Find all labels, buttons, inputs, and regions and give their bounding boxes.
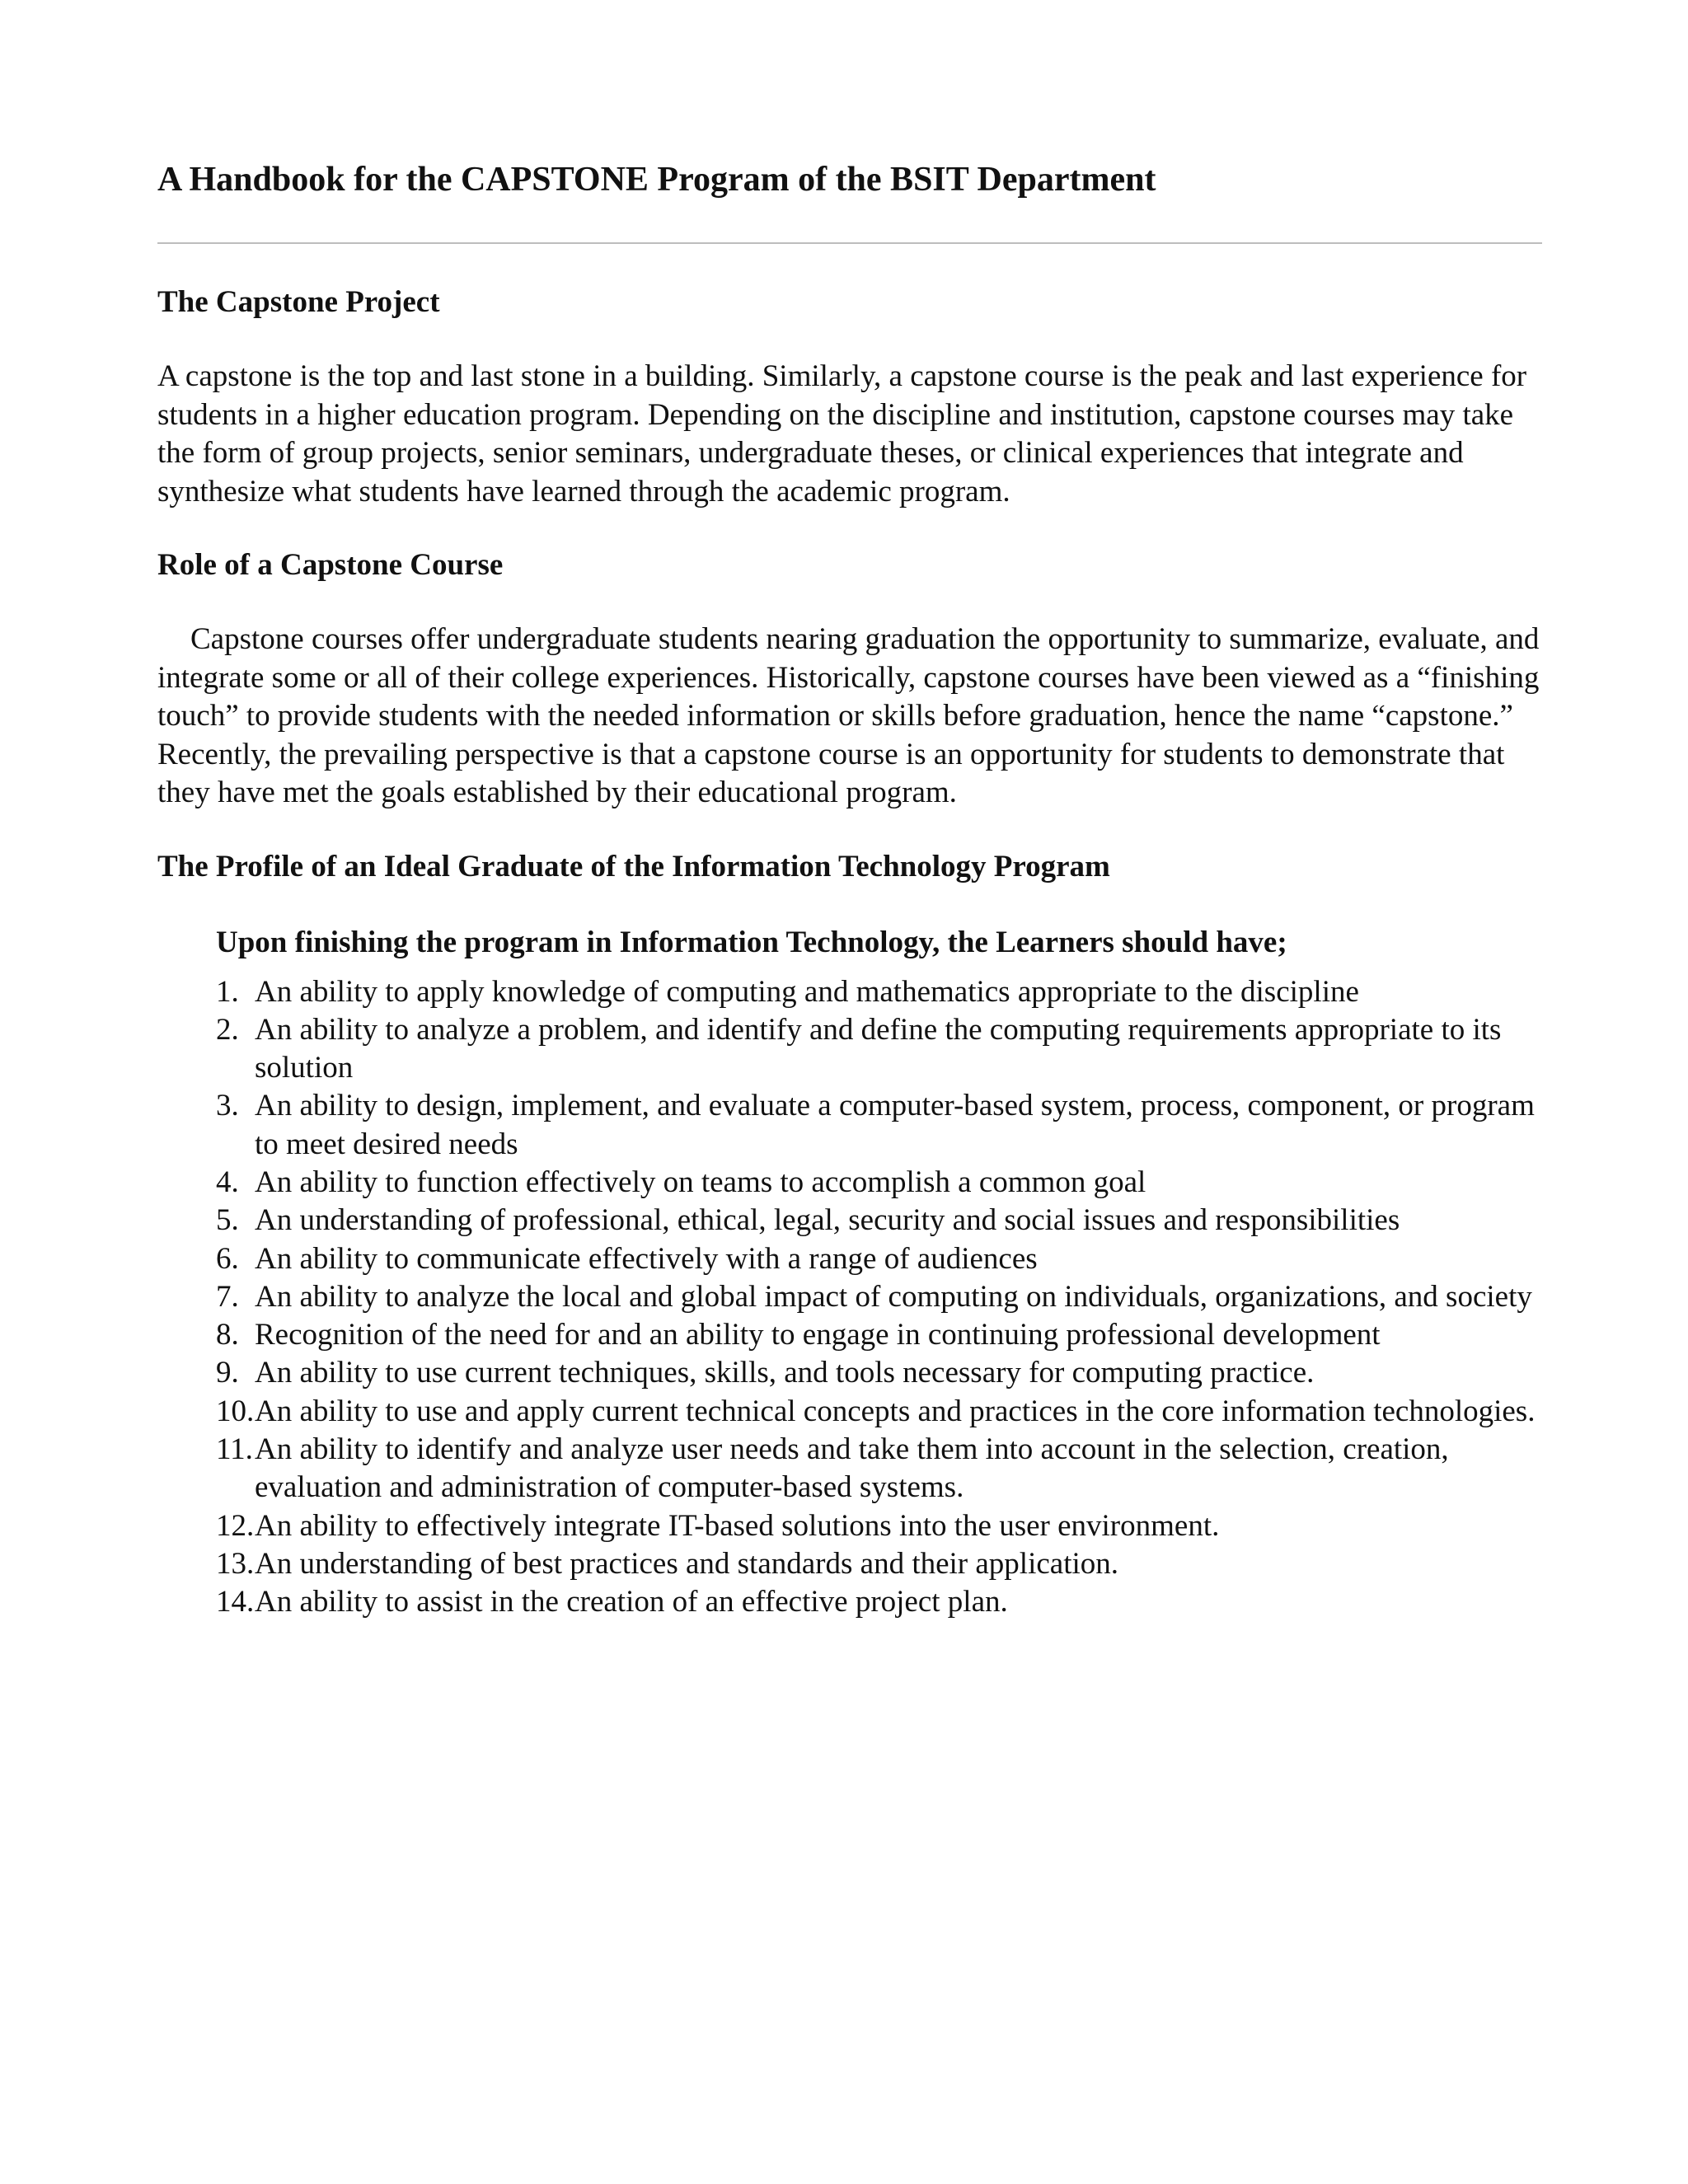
outcome-number: 9. — [216, 1356, 239, 1390]
outcome-text: An ability to function effectively on teams to accomplish a common goal — [255, 1165, 1146, 1199]
outcome-text: An ability to analyze a problem, and identify and define the computing requirements appropriate to its solution — [255, 1012, 1502, 1085]
outcome-item — [157, 1011, 1542, 1088]
outcome-item — [157, 1087, 1542, 1164]
outcome-number: 10. — [216, 1394, 255, 1428]
heading-graduate-profile: The Profile of an Ideal Graduate of the Information Technology Program — [157, 849, 1110, 883]
outcome-text: An understanding of best practices and standards and their application. — [255, 1546, 1119, 1581]
outcomes-list — [157, 973, 1542, 1622]
paragraph-capstone-project: A capstone is the top and last stone in a building. Similarly, a capstone course is the peak and last experience for students in a higher education program. Depending on the discipline and institution, capstone courses may take the form of group projects, senior seminars, undergraduate theses, or clinical experiences that integrate and synthesize what students have learned through the academic program. — [157, 359, 1527, 509]
outcome-text: Recognition of the need for and an ability to engage in continuing professional development — [255, 1318, 1381, 1352]
title-divider — [157, 242, 1542, 244]
outcome-text: An ability to assist in the creation of an effective project plan. — [255, 1585, 1008, 1619]
outcome-number: 3. — [216, 1089, 239, 1123]
outcome-item — [157, 1545, 1542, 1583]
outcome-text: An ability to identify and analyze user needs and take them into account in the selection, creation, evaluation and administration of computer-based systems. — [255, 1432, 1449, 1505]
outcome-text: An ability to use current techniques, skills, and tools necessary for computing practice. — [255, 1356, 1315, 1390]
outcome-text: An ability to design, implement, and evaluate a computer-based system, process, component, or program to meet desired needs — [255, 1089, 1535, 1161]
outcome-item — [157, 1278, 1542, 1316]
outcome-item — [157, 1507, 1542, 1545]
outcome-text: An ability to communicate effectively with a range of audiences — [255, 1241, 1038, 1276]
outcome-item — [157, 1240, 1542, 1278]
outcome-number: 12. — [216, 1508, 255, 1543]
outcome-item — [157, 1393, 1542, 1431]
outcome-number: 8. — [216, 1318, 239, 1352]
heading-capstone-project: The Capstone Project — [157, 285, 440, 319]
outcome-text: An understanding of professional, ethical, legal, security and social issues and responsibilities — [255, 1203, 1400, 1238]
outcomes-intro: Upon finishing the program in Information Technology, the Learners should have; — [216, 925, 1287, 959]
document-page — [157, 157, 1542, 1622]
outcome-item — [157, 1431, 1542, 1507]
outcome-number: 1. — [216, 974, 239, 1009]
outcome-item — [157, 1354, 1542, 1392]
outcome-item — [157, 1202, 1542, 1240]
outcome-text: An ability to analyze the local and global impact of computing on individuals, organizations, and society — [255, 1279, 1532, 1314]
outcome-item — [157, 1316, 1542, 1354]
outcome-item — [157, 973, 1542, 1011]
outcome-number: 4. — [216, 1165, 239, 1199]
outcome-text: An ability to use and apply current technical concepts and practices in the core information technologies. — [255, 1394, 1536, 1428]
outcome-number: 14. — [216, 1585, 255, 1619]
outcome-number: 11. — [216, 1432, 253, 1467]
paragraph-role-of-capstone: Capstone courses offer undergraduate students nearing graduation the opportunity to summarize, evaluate, and integrate some or all of their college experiences. Historically, capstone courses have been viewed as a “finishing touch” to provide students with the needed information or skills before graduation, hence the name “capstone.” Recently, the prevailing perspective is that a capstone course is an opportunity for students to demonstrate that they have met the goals established by their educational program. — [157, 622, 1540, 809]
document-title: A Handbook for the CAPSTONE Program of the BSIT Department — [157, 161, 1156, 199]
outcome-text: An ability to effectively integrate IT-based solutions into the user environment. — [255, 1508, 1220, 1543]
outcome-number: 6. — [216, 1241, 239, 1276]
heading-role-of-capstone: Role of a Capstone Course — [157, 548, 504, 582]
outcome-number: 7. — [216, 1279, 239, 1314]
outcome-text: An ability to apply knowledge of computing and mathematics appropriate to the discipline — [255, 974, 1359, 1009]
outcome-item — [157, 1583, 1542, 1621]
outcome-number: 13. — [216, 1546, 255, 1581]
outcome-number: 2. — [216, 1012, 239, 1047]
outcome-number: 5. — [216, 1203, 239, 1238]
outcome-item — [157, 1164, 1542, 1202]
